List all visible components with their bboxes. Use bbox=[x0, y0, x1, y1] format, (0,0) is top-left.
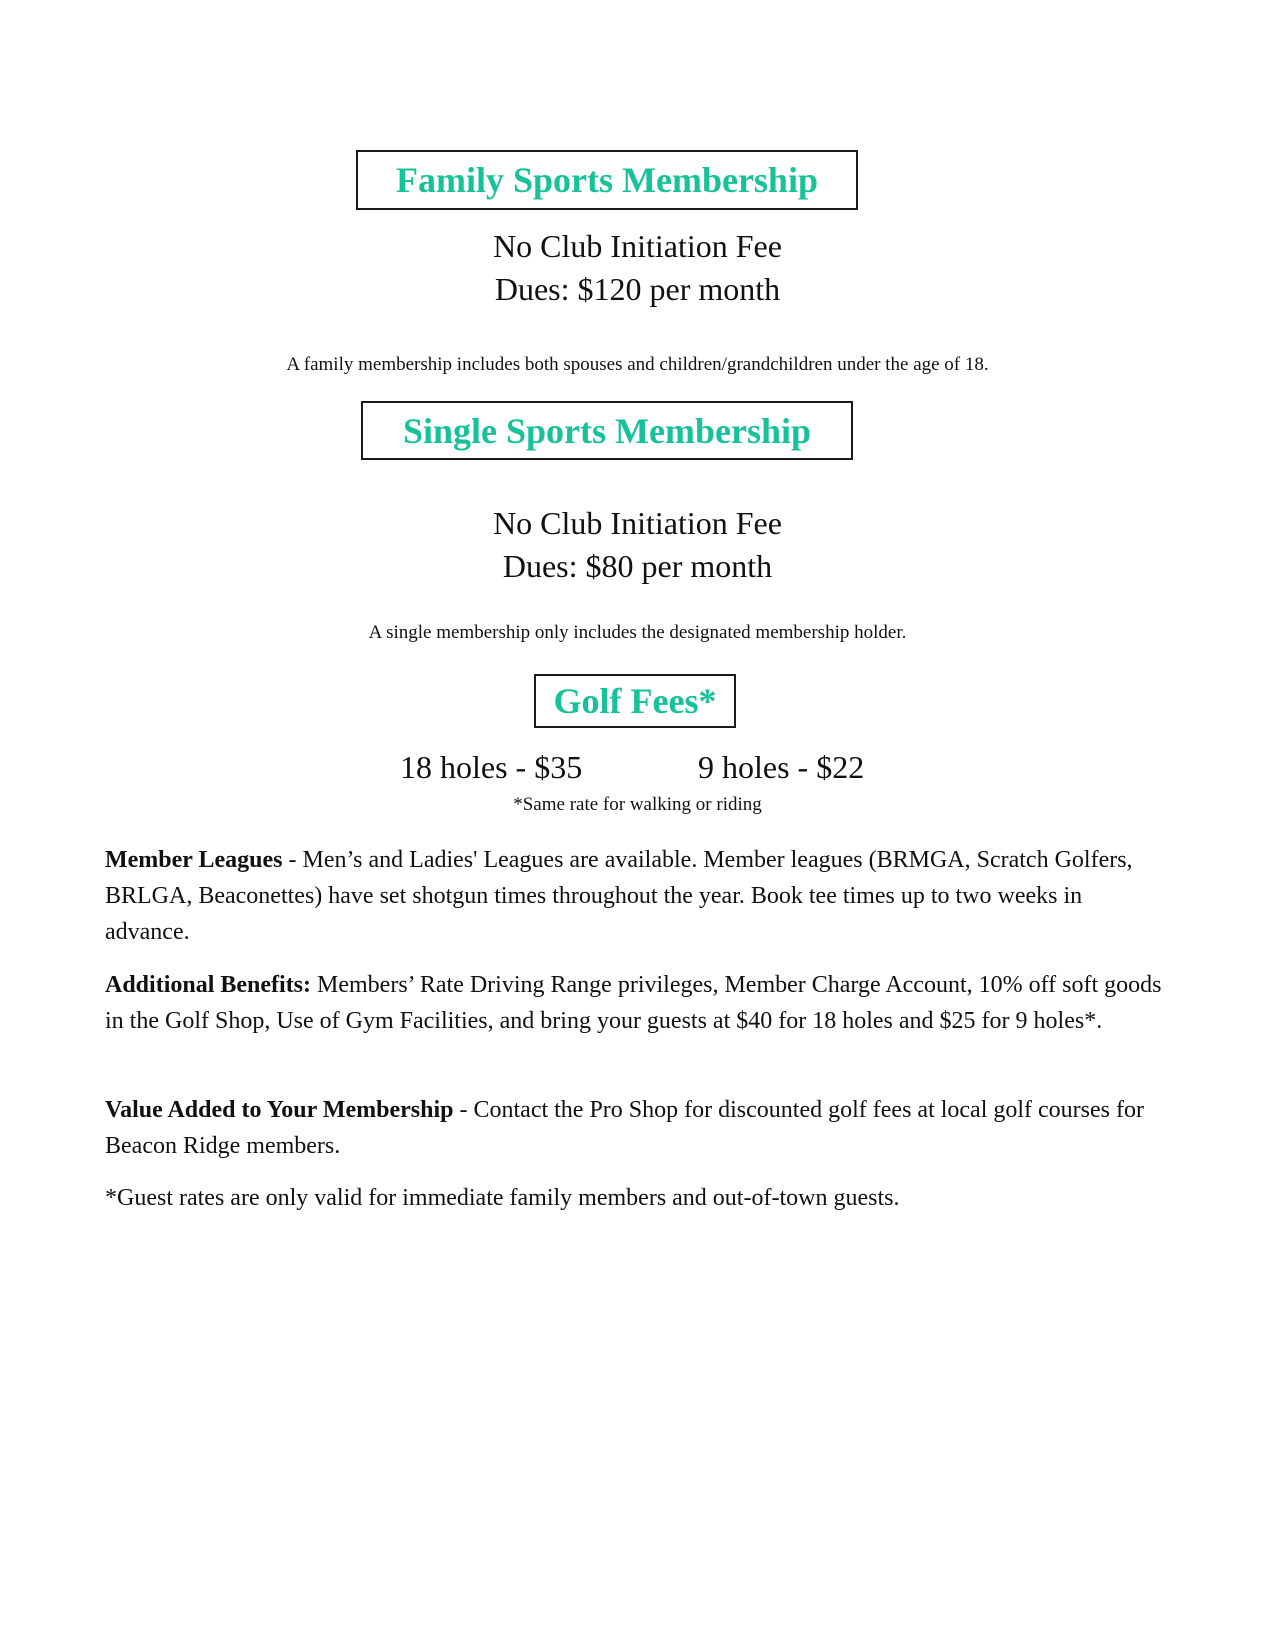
golf-fees-heading bbox=[534, 674, 736, 728]
family-initiation-fee: No Club Initiation Fee bbox=[493, 228, 782, 264]
family-dues: Dues: $120 per month bbox=[494, 271, 781, 307]
single-membership-note: A single membership only includes the designated membership holder. bbox=[368, 622, 907, 643]
guest-rates-note: *Guest rates are only valid for immediate family members and out-of-town guests. bbox=[105, 1185, 900, 1211]
value-added-label: Value Added to Your Membership bbox=[105, 1097, 454, 1123]
value-added-paragraph bbox=[105, 1092, 1170, 1164]
additional-benefits-text: Members’ Rate Driving Range privileges, Member Charge Account, 10% off soft goods in the Golf Shop, Use of Gym Facilities, and bring your guests at $40 for 18 holes and $25 for 9 holes*. bbox=[105, 972, 1162, 1034]
single-dues: Dues: $80 per month bbox=[502, 548, 773, 584]
additional-benefits-paragraph bbox=[105, 967, 1170, 1039]
single-membership-heading bbox=[361, 401, 853, 460]
member-leagues-label: Member Leagues bbox=[105, 847, 283, 873]
value-added-text: - Contact the Pro Shop for discounted golf fees at local golf courses for Beacon Ridge members. bbox=[105, 1097, 1144, 1159]
member-leagues-text: - Men’s and Ladies' Leagues are available. Member leagues (BRMGA, Scratch Golfers, BRLGA, Beaconettes) have set shotgun times throughout the year. Book tee times up to two weeks in advance. bbox=[105, 847, 1133, 945]
golf-fee-18-holes: 18 holes - $35 bbox=[400, 749, 583, 785]
family-membership-heading bbox=[356, 150, 858, 210]
golf-fees-note: *Same rate for walking or riding bbox=[513, 794, 762, 815]
single-membership-title: Single Sports Membership bbox=[402, 410, 812, 451]
family-membership-title: Family Sports Membership bbox=[396, 160, 818, 200]
golf-fee-9-holes: 9 holes - $22 bbox=[698, 749, 865, 785]
member-leagues-paragraph bbox=[105, 842, 1170, 950]
golf-fees-title: Golf Fees* bbox=[553, 681, 717, 721]
family-membership-note: A family membership includes both spouses and children/grandchildren under the age of 18. bbox=[286, 354, 989, 375]
additional-benefits-label: Additional Benefits: bbox=[105, 972, 312, 998]
single-initiation-fee: No Club Initiation Fee bbox=[493, 505, 782, 541]
